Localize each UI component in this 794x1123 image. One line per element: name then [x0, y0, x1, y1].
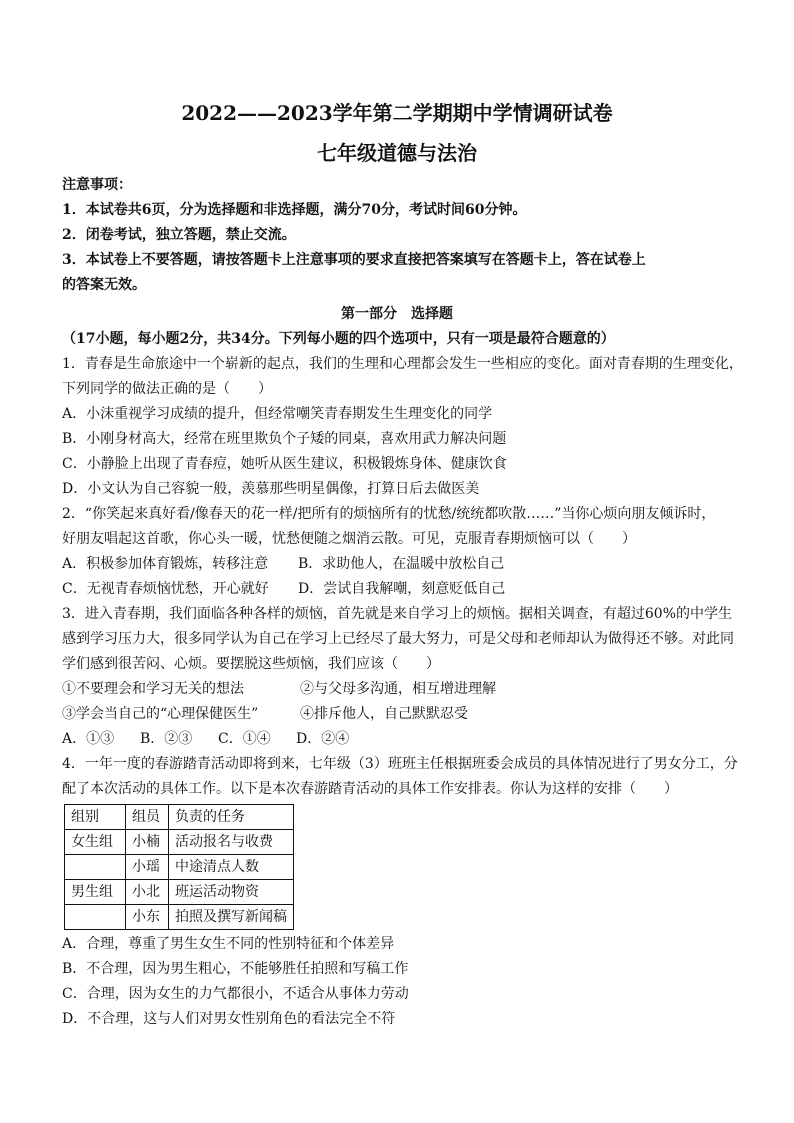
question-stem: 配了本次活动的具体工作。以下是本次春游踏青活动的具体工作安排表。你认为这样的安排（ ） [62, 781, 678, 797]
statement-row [62, 677, 732, 702]
option-b: B．求助他人，在温暖中放松自己 [298, 556, 505, 572]
table-cell: 班运活动物资 [169, 880, 294, 905]
option-d: D．②④ [296, 731, 350, 747]
notice-item: 的答案无效。 [62, 277, 146, 293]
table-cell: 小楠 [126, 830, 169, 855]
table-cell: 活动报名与收费 [169, 830, 294, 855]
statement-2: ②与父母多沟通，相互增进理解 [300, 681, 496, 697]
exam-subtitle: 七年级道德与法治 [317, 141, 477, 165]
question-3 [62, 602, 732, 752]
task-table [64, 804, 294, 930]
question-stem: 下列同学的做法正确的是（ ） [62, 381, 272, 397]
table-cell [65, 855, 126, 880]
table-cell [65, 905, 126, 930]
option-d: D．尝试自我解嘲，刻意贬低自己 [298, 581, 506, 597]
table-cell: 男生组 [65, 880, 126, 905]
question-stem: 感到学习压力大，很多同学认为自己在学习上已经尽了最大努力，可是父母和老师却认为做得还不够。对此同 [62, 631, 734, 647]
option-d: D．不合理，这与人们对男女性别角色的看法完全不符 [62, 1011, 396, 1027]
notice-heading: 注意事项： [62, 177, 132, 193]
table-cell: 小东 [126, 905, 169, 930]
option-row [62, 577, 732, 602]
table-cell: 中途清点人数 [169, 855, 294, 880]
table-header-cell: 组别 [65, 805, 126, 830]
table-row [65, 830, 294, 855]
notice-item: 2．闭卷考试，独立答题，禁止交流。 [62, 227, 296, 243]
option-b: B．小刚身材高大，经常在班里欺负个子矮的同桌，喜欢用武力解决问题 [62, 431, 507, 447]
option-b: B．不合理，因为男生粗心，不能够胜任拍照和写稿工作 [62, 961, 409, 977]
table-cell: 拍照及撰写新闻稿 [169, 905, 294, 930]
notice-block [62, 173, 732, 298]
question-4 [62, 752, 738, 1032]
table-header-cell: 负责的任务 [169, 805, 294, 830]
section-desc: （17小题，每小题2分，共34分。下列每小题的四个选项中，只有一项是最符合题意的） [62, 331, 615, 347]
question-stem: 2．“你笑起来真好看/像春天的花一样/把所有的烦恼所有的忧愁/统统都吹散……”当你心烦向朋友倾诉时， [62, 506, 716, 522]
option-a: A．合理，尊重了男生女生不同的性别特征和个体差异 [62, 936, 395, 952]
question-stem: 学们感到很苦闷、心烦。要摆脱这些烦恼，我们应该（ ） [62, 656, 440, 672]
notice-item: 1．本试卷共6页，分为选择题和非选择题，满分70分，考试时间60分钟。 [62, 202, 527, 218]
table-row [65, 905, 294, 930]
option-b: B．②③ [140, 731, 193, 747]
option-c: C．小静脸上出现了青春痘，她听从医生建议，积极锻炼身体、健康饮食 [62, 456, 507, 472]
option-row [62, 552, 732, 577]
table-row [65, 880, 294, 905]
option-row [62, 727, 732, 752]
table-row [65, 855, 294, 880]
notice-item: 3．本试卷上不要答题，请按答题卡上注意事项的要求直接把答案填写在答题卡上，答在试卷上 [62, 252, 646, 268]
table-header-cell: 组员 [126, 805, 169, 830]
section-title: 第一部分 选择题 [341, 306, 453, 322]
table-cell: 小瑶 [126, 855, 169, 880]
option-c: C．无视青春烦恼忧愁，开心就好 [62, 581, 269, 597]
option-d: D．小文认为自己容貌一般，羡慕那些明星偶像，打算日后去做医美 [62, 481, 480, 497]
table-cell: 女生组 [65, 830, 126, 855]
statement-1: ①不要理会和学习无关的想法 [62, 681, 244, 697]
question-stem: 4．一年一度的春游踏青活动即将到来，七年级（3）班班主任根据班委会成员的具体情况进行了男女分工，分 [62, 756, 738, 772]
option-c: C．①④ [218, 731, 271, 747]
table-cell: 小北 [126, 880, 169, 905]
table-header-row [65, 805, 294, 830]
option-a: A．积极参加体育锻炼，转移注意 [62, 556, 269, 572]
option-a: A．小沫重视学习成绩的提升，但经常嘲笑青春期发生生理变化的同学 [62, 406, 493, 422]
option-c: C．合理，因为女生的力气都很小，不适合从事体力劳动 [62, 986, 409, 1002]
statement-4: ④排斥他人，自己默默忍受 [300, 706, 468, 722]
exam-title: 2022——2023学年第二学期期中学情调研试卷 [181, 101, 613, 125]
question-2 [62, 502, 732, 602]
option-a: A．①③ [62, 731, 115, 747]
question-1 [62, 352, 743, 502]
question-stem: 3．进入青春期，我们面临各种各样的烦恼，首先就是来自学习上的烦恼。据相关调查，有超过60%的中学生 [62, 606, 733, 622]
statement-row [62, 702, 732, 727]
question-stem: 1．青春是生命旅途中一个崭新的起点，我们的生理和心理都会发生一些相应的变化。面对青春期的生理变化， [62, 356, 743, 372]
question-stem: 好朋友唱起这首歌，你心头一暖，忧愁便随之烟消云散。可见，克服青春期烦恼可以（ ） [62, 531, 636, 547]
statement-3: ③学会当自己的“心理保健医生” [62, 706, 259, 722]
